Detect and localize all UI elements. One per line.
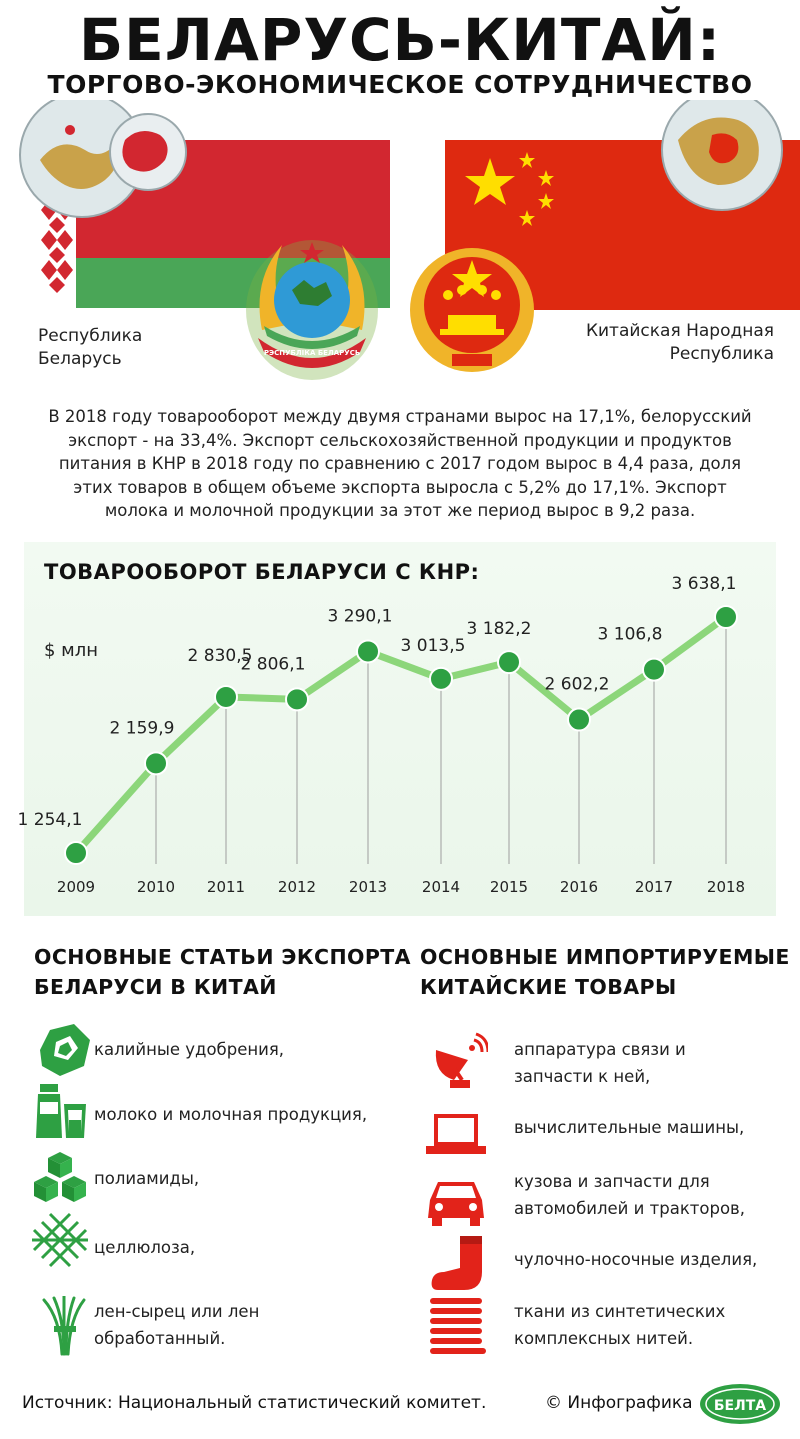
page-title: БЕЛАРУСЬ-КИТАЙ: — [78, 6, 722, 74]
data-point — [215, 686, 237, 708]
import-item-label: вычислительные машины, — [514, 1118, 745, 1137]
data-point — [430, 668, 452, 690]
laptop-icon — [426, 1106, 486, 1166]
data-point — [65, 842, 87, 864]
intro-line: питания в КНР в 2018 году по сравнению с 2017 годом вырос в 4,4 раза, доля — [58, 454, 742, 473]
import-item — [514, 1246, 757, 1273]
export-item-label: полиамиды, — [94, 1169, 200, 1188]
import-item-label: аппаратура связи и — [514, 1040, 686, 1059]
intro-line: экспорт - на 33,4%. Экспорт сельскохозяйственной продукции и продуктов — [68, 430, 732, 450]
trade-line-chart — [0, 540, 800, 920]
data-point — [715, 606, 737, 628]
x-tick-label: 2011 — [206, 878, 246, 896]
data-point — [286, 688, 308, 710]
intro-line: молока и молочной продукции за этот же период вырос в 9,2 раза. — [104, 501, 696, 520]
belta-logo-text: БЕЛТА — [713, 1398, 767, 1414]
import-item — [514, 1036, 686, 1090]
export-item-label: молоко и молочная продукция, — [94, 1105, 368, 1124]
export-item — [94, 1101, 367, 1128]
x-tick-label: 2013 — [348, 878, 388, 896]
polyamide-cubes-icon — [30, 1148, 90, 1208]
china-label-line2: Республика — [669, 344, 774, 364]
x-tick-label: 2012 — [277, 878, 317, 896]
data-point — [643, 659, 665, 681]
china-label-line1: Китайская Народная — [585, 321, 774, 341]
data-point — [357, 640, 379, 662]
data-label: 2 602,2 — [544, 674, 610, 695]
x-tick-label: 2015 — [489, 878, 529, 896]
china-emblem-icon — [410, 248, 534, 372]
china-label — [586, 320, 774, 366]
credit-text: © Инфографика — [545, 1393, 693, 1413]
export-item — [94, 1165, 199, 1192]
cellulose-fiber-icon — [30, 1210, 90, 1270]
import-item — [514, 1298, 725, 1352]
import-item-label: чулочно-носочные изделия, — [514, 1250, 758, 1269]
x-tick-label: 2009 — [56, 878, 96, 896]
data-label: 2 830,5 — [187, 645, 253, 666]
data-label: 3 106,8 — [597, 624, 663, 645]
chart-unit-label: $ млн — [44, 640, 99, 661]
x-tick-label: 2018 — [706, 878, 746, 896]
x-tick-label: 2014 — [421, 878, 461, 896]
milk-icon — [34, 1080, 94, 1140]
export-item — [94, 1036, 284, 1063]
export-item-label: калийные удобрения, — [94, 1040, 285, 1059]
data-point — [145, 752, 167, 774]
belta-logo — [698, 1382, 782, 1426]
imports-title-line1: ОСНОВНЫЕ ИМПОРТИРУЕМЫЕ — [420, 945, 790, 969]
import-item-label: кузова и запчасти для — [514, 1172, 710, 1191]
import-item-label: комплексных нитей. — [514, 1329, 694, 1348]
exports-title-line1: ОСНОВНЫЕ СТАТЬИ ЭКСПОРТА — [34, 945, 411, 969]
sock-icon — [430, 1232, 490, 1292]
exports-title-line2: БЕЛАРУСИ В КИТАЙ — [34, 975, 277, 999]
chart-title: ТОВАРООБОРОТ БЕЛАРУСИ С КНР: — [44, 560, 480, 584]
flax-icon — [34, 1296, 94, 1356]
belarus-label-line2: Беларусь — [38, 349, 122, 369]
data-point — [498, 651, 520, 673]
data-label: 3 182,2 — [466, 619, 532, 640]
emblem-text: РЭСПУБЛІКА БЕЛАРУСЬ — [263, 349, 361, 357]
intro-text — [30, 405, 770, 523]
car-icon — [426, 1170, 486, 1230]
data-label: 1 254,1 — [17, 810, 83, 830]
data-label: 3 013,5 — [400, 635, 466, 656]
source-note: Источник: Национальный статистический комитет. — [22, 1393, 487, 1413]
belarus-emblem-icon — [246, 240, 378, 380]
x-tick-label: 2010 — [136, 878, 176, 896]
import-item-label: запчасти к ней, — [514, 1067, 651, 1086]
export-item — [94, 1234, 195, 1261]
satellite-dish-icon — [428, 1032, 488, 1092]
intro-line: В 2018 году товарооборот между двумя странами вырос на 17,1%, белорусский — [48, 407, 752, 426]
exports-title — [34, 942, 411, 1002]
intro-line: этих товаров в общем объеме экспорта выросла с 5,2% до 17,1%. Экспорт — [73, 477, 727, 497]
globe-right-icon — [662, 100, 782, 210]
fabric-roll-icon — [426, 1296, 486, 1356]
data-label: 3 638,1 — [671, 574, 737, 594]
x-tick-label: 2016 — [559, 878, 599, 896]
potash-rock-icon — [34, 1020, 94, 1080]
imports-title — [420, 942, 790, 1002]
export-item — [94, 1298, 259, 1352]
belarus-label-line1: Республика — [38, 326, 143, 346]
data-label: 2 159,9 — [109, 718, 175, 739]
export-item-label: обработанный. — [94, 1329, 226, 1348]
belarus-label — [38, 325, 142, 371]
imports-title-line2: КИТАЙСКИЕ ТОВАРЫ — [420, 975, 677, 999]
page-subtitle: ТОРГОВО-ЭКОНОМИЧЕСКОЕ СОТРУДНИЧЕСТВО — [47, 70, 753, 99]
data-label: 2 806,1 — [240, 654, 306, 675]
import-item-label: ткани из синтетических — [514, 1302, 726, 1321]
export-item-label: целлюлоза, — [94, 1238, 196, 1257]
export-item-label: лен-сырец или лен — [94, 1302, 260, 1321]
import-item — [514, 1168, 745, 1222]
x-tick-label: 2017 — [634, 878, 674, 896]
data-point — [568, 709, 590, 731]
data-label: 3 290,1 — [327, 606, 393, 627]
import-item — [514, 1114, 744, 1141]
import-item-label: автомобилей и тракторов, — [514, 1199, 746, 1218]
